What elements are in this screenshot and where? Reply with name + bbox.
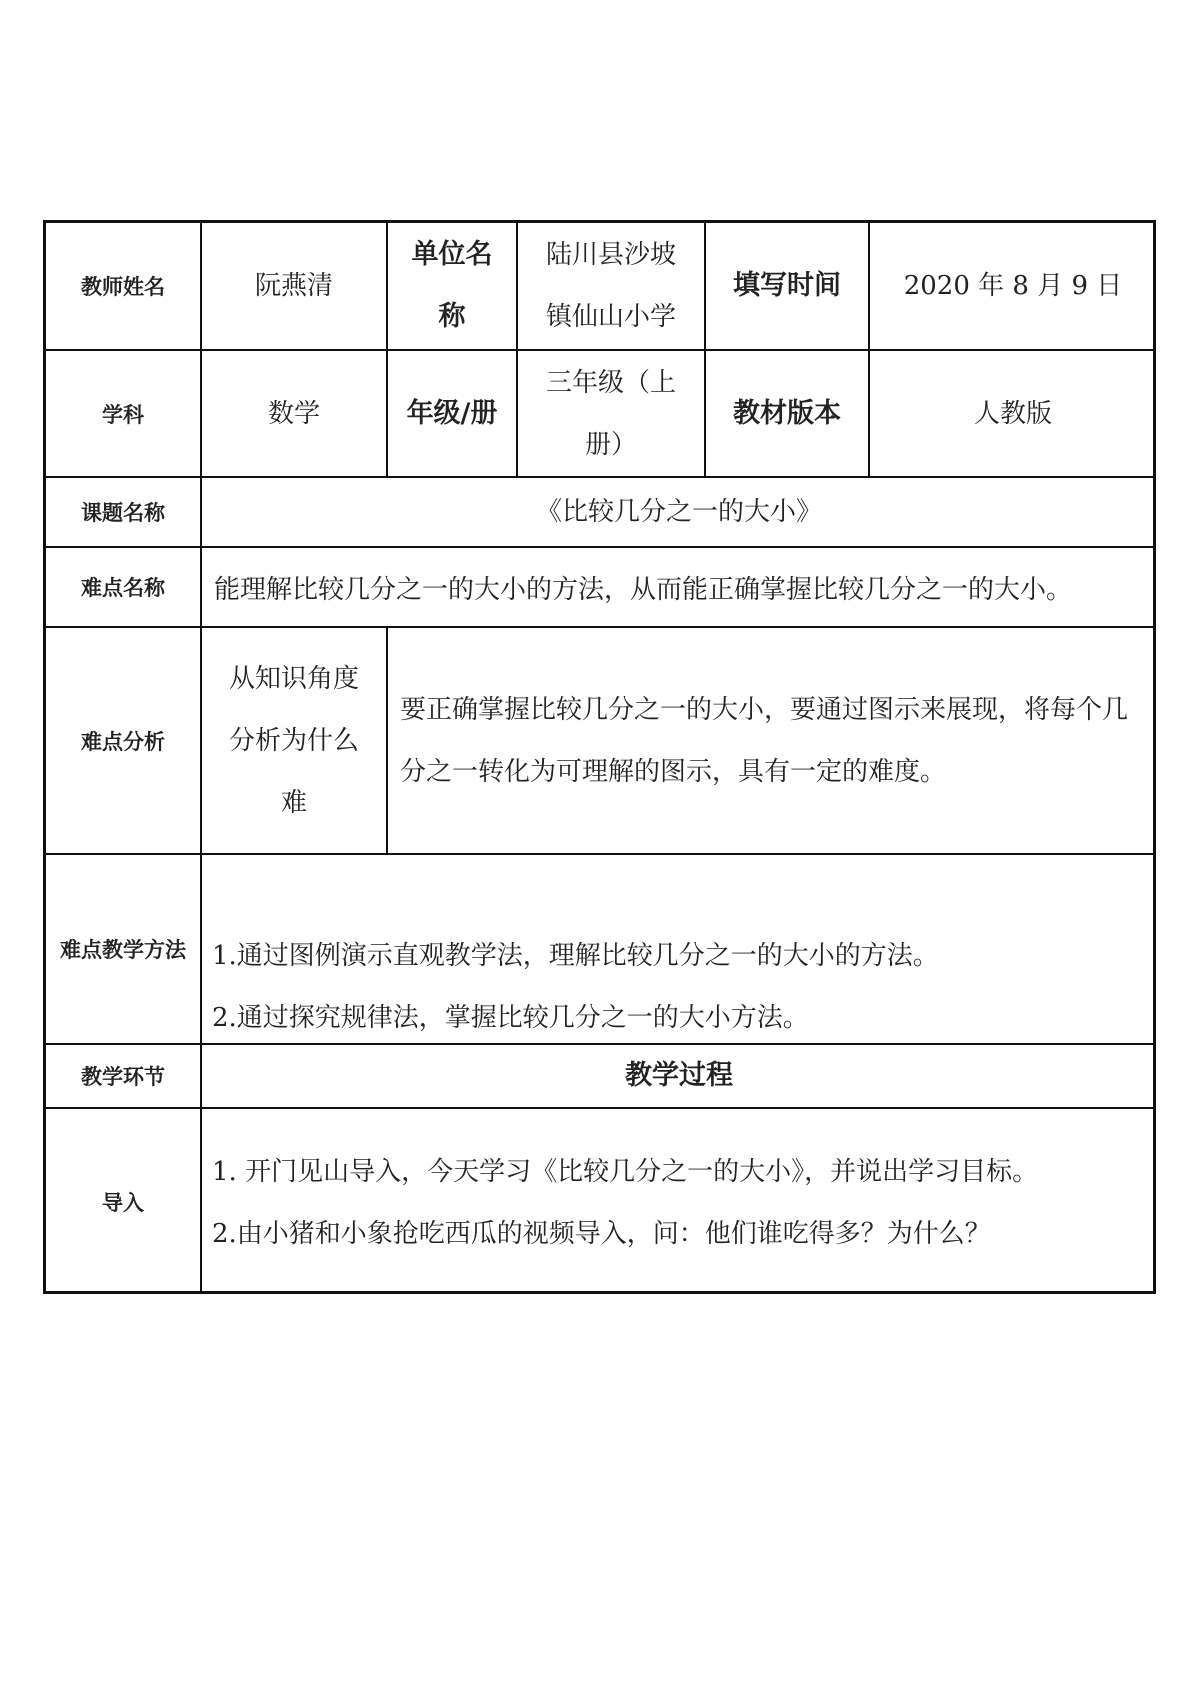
intro-list — [202, 1109, 1156, 1294]
analysis-text: 要正确掌握比较几分之一的大小，要通过图示来展现，将每个几分之一转化为可理解的图示，具有一定的难度。 — [388, 628, 1156, 855]
method-item-2: 2.通过探究规律法，掌握比较几分之一的大小方法。 — [212, 1003, 809, 1033]
teacher-name: 阮燕清 — [202, 223, 388, 351]
analysis-sub-label: 从知识角度分析为什么难 — [202, 628, 388, 855]
process-label: 教学环节 — [46, 1045, 202, 1109]
method-list — [202, 855, 1156, 1045]
edition-value: 人教版 — [870, 351, 1156, 478]
difficulty-value: 能理解比较几分之一的大小的方法，从而能正确掌握比较几分之一的大小。 — [202, 548, 1156, 628]
process-title: 教学过程 — [202, 1045, 1156, 1109]
difficulty-label: 难点名称 — [46, 548, 202, 628]
intro-label: 导入 — [46, 1109, 202, 1294]
lesson-title: 《比较几分之一的大小》 — [202, 478, 1156, 548]
grade-label: 年级/册 — [388, 351, 518, 478]
lesson-plan-table — [43, 220, 1156, 1294]
subject-value: 数学 — [202, 351, 388, 478]
edition-label: 教材版本 — [706, 351, 870, 478]
date-label: 填写时间 — [706, 223, 870, 351]
analysis-label: 难点分析 — [46, 628, 202, 855]
subject-label: 学科 — [46, 351, 202, 478]
unit-name: 陆川县沙坡镇仙山小学 — [518, 223, 706, 351]
method-label: 难点教学方法 — [46, 855, 202, 1045]
teacher-label: 教师姓名 — [46, 223, 202, 351]
lesson-label: 课题名称 — [46, 478, 202, 548]
unit-label: 单位名称 — [388, 223, 518, 351]
method-item-1: 1.通过图例演示直观教学法，理解比较几分之一的大小的方法。 — [212, 941, 939, 971]
grade-value: 三年级（上册） — [518, 351, 706, 478]
intro-item-1: 1. 开门见山导入，今天学习《比较几分之一的大小》，并说出学习目标。 — [212, 1157, 1039, 1187]
intro-item-2: 2.由小猪和小象抢吃西瓜的视频导入，问：他们谁吃得多？为什么？ — [212, 1219, 991, 1249]
date-value: 2020 年 8 月 9 日 — [870, 223, 1156, 351]
